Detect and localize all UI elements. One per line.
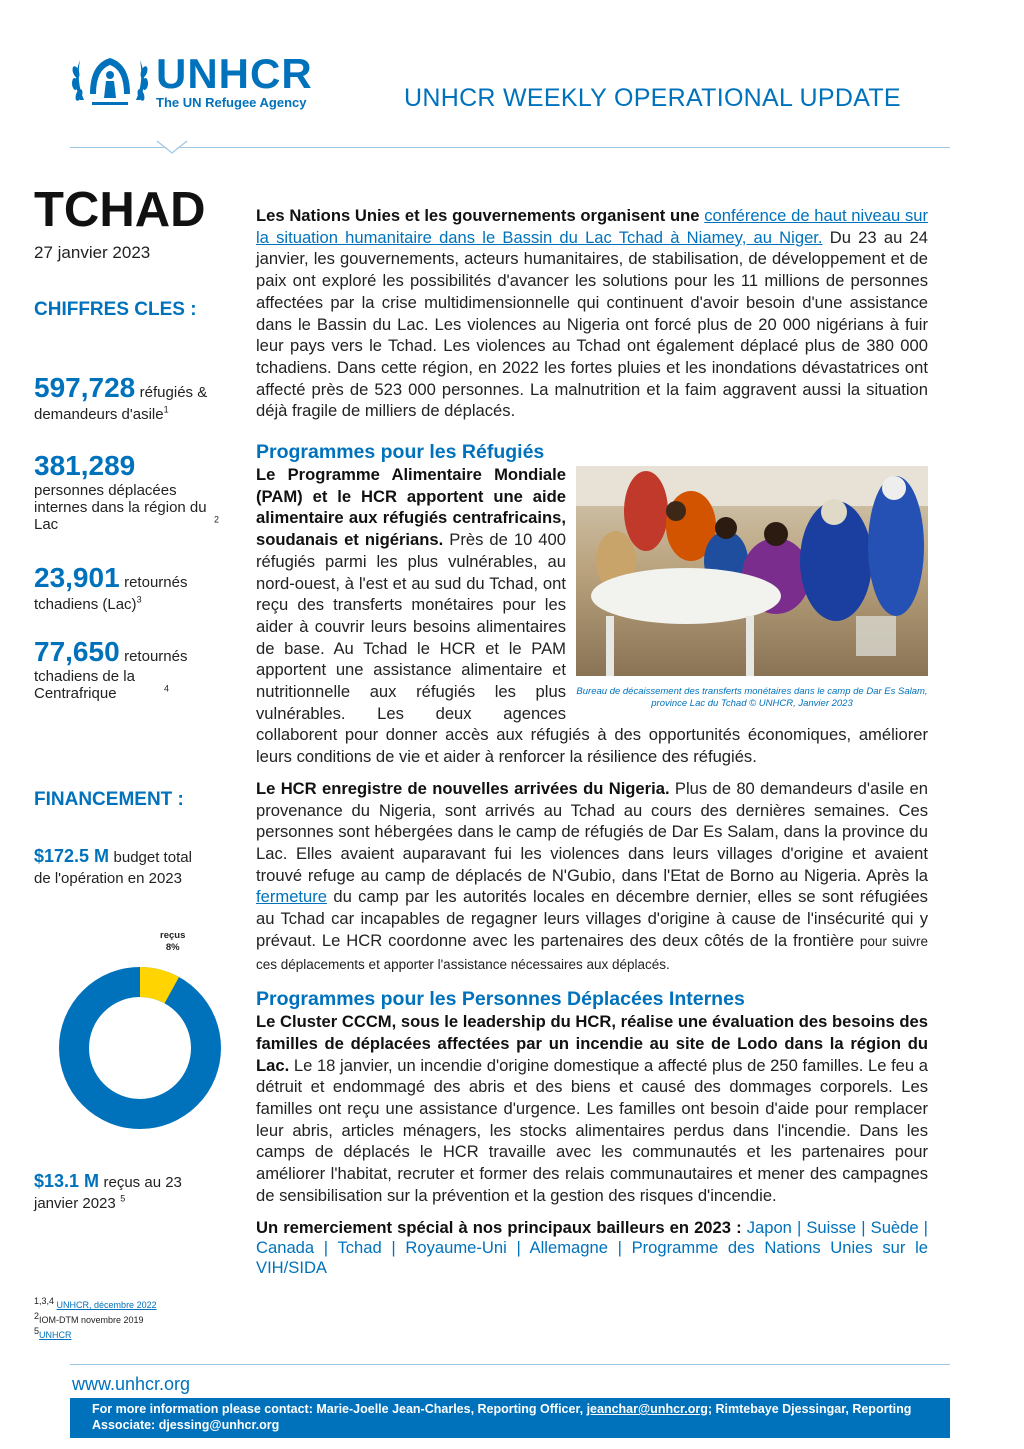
page-header-title: UNHCR WEEKLY OPERATIONAL UPDATE xyxy=(404,84,901,112)
main-content xyxy=(256,205,928,1278)
budget-value: $172.5 M xyxy=(34,846,110,866)
new-arrivals-text-b: du camp par les autorités locales en décembre dernier, elles se sont réfugiées au Tchad car incapables de regagner leurs villages d'origine à cause de l'insécurité qui y prévaut. Le HCR coordonne avec les partenaires des deux côtés de la frontière xyxy=(256,887,928,950)
logo-wordmark: UNHCR xyxy=(156,50,313,97)
sidebar xyxy=(34,183,234,1212)
donut-received-label: reçus xyxy=(160,930,186,941)
new-arrivals-paragraph xyxy=(256,778,928,975)
country-title: TCHAD xyxy=(34,183,206,237)
stat-value: 23,901 xyxy=(34,562,120,593)
footer-divider xyxy=(70,1364,950,1365)
donors-paragraph xyxy=(256,1218,928,1278)
stat-value: 597,728 xyxy=(34,372,136,403)
stat-label: demandeurs d'asile xyxy=(34,406,164,423)
section-heading-idps: Programmes pour les Personnes Déplacées Internes xyxy=(256,988,745,1011)
footnote-marker: 4 xyxy=(164,683,170,694)
stat-label-inline: retournés xyxy=(124,648,188,665)
stat-label: personnes déplacées internes dans la région du Lac xyxy=(34,482,207,533)
stat-label: tchadiens de la Centrafrique xyxy=(34,668,135,702)
donors-list[interactable]: Japon | Suisse | Suède | Canada | Tchad | Royaume-Uni | Allemagne | Programme des Nations Unies sur le VIH/SIDA xyxy=(256,1217,928,1277)
stat-returnees-car xyxy=(34,636,234,704)
stat-value: 77,650 xyxy=(34,636,120,667)
stat-idps xyxy=(34,450,234,535)
cccm-paragraph xyxy=(256,1011,928,1206)
report-date: 27 janvier 2023 xyxy=(34,243,151,262)
footnote-link-unhcr[interactable]: UNHCR xyxy=(39,1330,72,1340)
footnote-link-unhcr-dec[interactable]: UNHCR, décembre 2022 xyxy=(56,1300,157,1310)
received-value: $13.1 M xyxy=(34,1171,100,1191)
footnote-5 xyxy=(34,1326,157,1341)
intro-bold: Les Nations Unies et les gouvernements organisent une xyxy=(256,206,700,225)
header-divider xyxy=(70,147,950,148)
footer-contact-bar xyxy=(70,1398,950,1438)
key-figures-heading: CHIFFRES CLES : xyxy=(34,299,197,320)
footnote-marker: 5 xyxy=(120,1193,126,1204)
footer-website-link[interactable]: www.unhcr.org xyxy=(72,1374,191,1394)
footnote-2 xyxy=(34,1311,157,1326)
budget-stat xyxy=(34,846,234,889)
donut-slice-remaining xyxy=(74,982,206,1114)
stat-label-inline: réfugiés & xyxy=(139,384,208,401)
cccm-bold: Le Cluster CCCM, sous le leadership du HCR, réalise une évaluation des besoins des familles de déplacées affectées par un incendie au site de Lodo dans la région du Lac. xyxy=(256,1012,928,1075)
contact-text-2: ; Rimtebaye Djessingar, Reporting Associate: djessing@unhcr.org xyxy=(92,1402,912,1432)
logo-subtitle: The UN Refugee Agency xyxy=(156,95,307,110)
stat-label: tchadiens (Lac) xyxy=(34,596,137,613)
unhcr-logo xyxy=(70,48,340,114)
new-arrivals-text-a: Plus de 80 demandeurs d'asile en provenance du Nigeria, sont arrivés au Tchad au cours des dernières semaines. Ces personnes sont hébergées dans le camp de réfugiés de Dar Es Salam, dans la province du Lac. Elles avaient auparavant fui les violences dans leurs villages d'origine et avaient trouvé refuge au camp de déplacés de N'Gubio, dans l'Etat de Borno au Nigeria. Après la xyxy=(256,778,928,885)
stat-label-inline: retournés xyxy=(124,574,188,591)
footnote-text: IOM-DTM novembre 2019 xyxy=(39,1315,144,1325)
donut-svg xyxy=(50,958,230,1138)
footnote-1 xyxy=(34,1296,157,1311)
contact-text: For more information please contact: Marie-Joelle Jean-Charles, Reporting Officer, xyxy=(92,1402,584,1416)
conference-link[interactable]: conférence de haut niveau sur la situation humanitaire dans le Bassin du Lac Tchad à Niamey, au Niger. xyxy=(256,206,928,247)
wfp-bold: Le Programme Alimentaire Mondiale (PAM) et le HCR apportent une aide alimentaire aux réfugiés centrafricains, soudanais et nigérians. xyxy=(256,465,566,550)
footnote-marker: 1 xyxy=(163,404,169,415)
photo-caption: Bureau de décaissement des transferts monétaires dans le camp de Dar Es Salam, province Lac du Tchad © UNHCR, Janvier 2023 xyxy=(576,686,928,710)
received-label: janvier 2023 xyxy=(34,1195,116,1212)
intro-text: Du 23 au 24 janvier, les gouvernements, acteurs humanitaires, de stabilisation, de développement et de paix ont exploré les possibilités d'avancer les solutions pour les 11 millions de personnes affectées par la crise multidimensionnelle qui continuent d'avoir besoin d'une assistance dans le Bassin du Lac. Les violences au Nigeria ont forcé plus de 20 000 nigérians à fuir leur pays vers le Tchad. Les violences au Tchad ont également déplacé plus de 380 000 tchadiens. Dans cette région, en 2022 les fortes pluies et les inondations dévastatrices ont affecté près de 523 000 personnes. La malnutrition et la faim aggravent aussi la situation déjà fragile de milliers de déplacés. xyxy=(256,227,928,421)
photo-cash-distribution xyxy=(576,466,928,676)
closure-link[interactable]: fermeture xyxy=(256,887,328,907)
wfp-text: Près de 10 400 réfugiés parmi les plus vulnérables, au nord-ouest, à l'est et au sud du Tchad, ont reçu des transferts monétaires pour les aider à couvrir leurs besoins alimentaires de base. Au Tchad le HCR et le PAM apportent une assistance alimentaire et nutritionnelle aux réfugiés les plus vulnérables. Les deux agences collaborent pour donner accès aux réfugiés à des opportunités économiques, améliorer leurs conditions de vie et aider à renforcer la résilience des réfugiés. xyxy=(256,530,928,767)
received-label-inline: reçus au 23 xyxy=(103,1174,182,1191)
donut-label xyxy=(160,930,185,954)
footnote-marker: 3 xyxy=(136,594,142,605)
footnote-marker: 2 xyxy=(214,514,220,525)
stat-refugees xyxy=(34,372,234,425)
budget-label: de l'opération en 2023 xyxy=(34,870,182,887)
funding-heading: FINANCEMENT : xyxy=(34,789,184,810)
footnotes xyxy=(34,1296,157,1341)
donut-received-pct: 8% xyxy=(165,942,180,953)
contact-email-link[interactable]: jeanchar@unhcr.org xyxy=(586,1402,708,1416)
intro-paragraph xyxy=(256,205,928,422)
cccm-text: Le 18 janvier, un incendie d'origine domestique a affecté plus de 250 familles. Le feu a détruit et endommagé des abris et des biens et causé des dommages corporels. Les familles ont reçu une assistance d'urgence. Les familles ont besoin d'aide pour remplacer leur abris, articles ménagers, les stocks alimentaires perdus dans l'incendie. Dans les camps de déplacés le HCR travaille avec les communautés et les partenaires pour améliorer l'habitat, recruter et former des relais communautaires et mener des campagnes de sensibilisation sur la prévention et la gestion des risques d'incendie. xyxy=(256,1055,928,1205)
new-arrivals-bold: Le HCR enregistre de nouvelles arrivées du Nigeria. xyxy=(256,778,670,798)
unhcr-emblem-icon xyxy=(70,50,150,112)
footnote-marker: 2 xyxy=(34,1311,40,1321)
received-stat xyxy=(34,1171,234,1214)
footnote-marker: 1,3,4 xyxy=(34,1296,55,1306)
donut-slice-received xyxy=(140,982,172,990)
chevron-down-icon xyxy=(156,140,188,154)
new-arrivals-text-small: pour suivre ces déplacements et apporter l'assistance nécessaires aux déplacés. xyxy=(256,933,928,972)
section-heading-refugees: Programmes pour les Réfugiés xyxy=(256,441,545,464)
donors-bold: Un remerciement spécial à nos principaux bailleurs en 2023 : xyxy=(256,1217,742,1237)
photo-figure xyxy=(576,466,928,710)
budget-label-inline: budget total xyxy=(113,849,192,866)
stat-value: 381,289 xyxy=(34,450,136,481)
footnote-marker: 5 xyxy=(34,1326,40,1336)
stat-returnees-lac xyxy=(34,562,234,615)
